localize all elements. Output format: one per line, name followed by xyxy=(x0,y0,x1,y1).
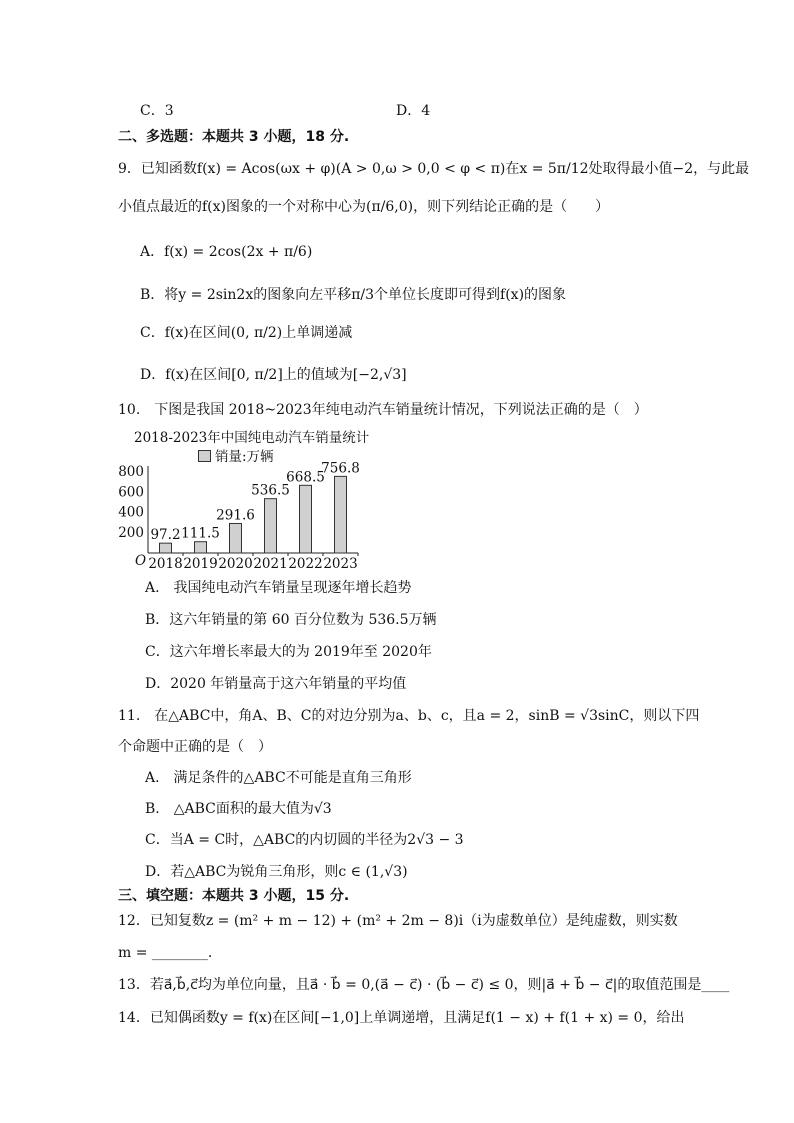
data-label-2023: 756.8 xyxy=(321,460,360,477)
q11-option-c: C．当A = C时，△ABC的内切圆的半径为2√3 − 3 xyxy=(145,832,464,848)
bar-2019 xyxy=(195,542,207,553)
legend-label: 销量:万辆 xyxy=(215,449,274,465)
x-tick-label: 2019 xyxy=(183,556,218,572)
x-tick-label: 2020 xyxy=(218,556,253,572)
data-label-2018: 97.2 xyxy=(150,527,181,544)
chart-title: 2018-2023年中国纯电动汽车销量统计 xyxy=(134,430,370,446)
data-label-2022: 668.5 xyxy=(286,469,325,486)
q11-option-b: B. △ABC面积的最大值为√3 xyxy=(145,801,332,817)
q12-stem-line2: m = ________. xyxy=(118,945,213,961)
q9-option-d: D．f(x)在区间[0, π/2]上的值域为[−2,√3] xyxy=(140,367,407,383)
q9-stem-line2: 小值点最近的f(x)图象的一个对称中心为(π/6,0)，则下列结论正确的是（ ） xyxy=(118,199,610,215)
q9-option-a: A．f(x) = 2cos(2x + π/6) xyxy=(140,244,313,260)
y-tick-label: 600 xyxy=(118,484,144,501)
section-2-heading: 二、多选题：本题共 3 小题，18 分. xyxy=(118,129,350,145)
q11-stem-line1: 11. 在△ABC中，角A、B、C的对边分别为a、b、c，且a = 2，sinB = √3sinC，则以下四 xyxy=(118,708,700,724)
q10-option-d: D．2020 年销量高于这六年销量的平均值 xyxy=(145,676,407,692)
q13-stem: 13．若a⃗,b⃗,c⃗均为单位向量，且a⃗ · b⃗ = 0,(a⃗ − c⃗) · (b⃗ − c⃗) ≤ 0，则|a⃗ + b⃗ − c⃗|的取值范围是____ xyxy=(118,977,730,993)
origin-label: O xyxy=(135,553,147,569)
q9-stem-line1: 9．已知函数f(x) = Acos(ωx + φ)(A > 0,ω > 0,0 < φ < π)在x = 5π/12处取得最小值−2，与此最 xyxy=(118,161,750,177)
q8-option-d: D．4 xyxy=(396,103,431,119)
data-label-2020: 291.6 xyxy=(216,507,255,524)
chart-legend xyxy=(198,445,274,465)
bar-2023 xyxy=(335,476,347,553)
q10-option-b: B．这六年销量的第 60 百分位数为 536.5万辆 xyxy=(145,612,437,628)
y-tick-label: 200 xyxy=(118,524,144,541)
x-tick-label: 2022 xyxy=(288,556,323,572)
y-tick-label: 400 xyxy=(118,504,144,521)
q9-option-b: B．将y = 2sin2x的图象向左平移π/3个单位长度即可得到f(x)的图象 xyxy=(140,287,567,303)
data-label-2019: 111.5 xyxy=(181,525,220,542)
bar-2018 xyxy=(160,543,172,553)
q10-option-a: A. 我国纯电动汽车销量呈现逐年增长趋势 xyxy=(145,580,412,596)
q14-stem: 14．已知偶函数y = f(x)在区间[−1,0]上单调递增，且满足f(1 − x) + f(1 + x) = 0，给出 xyxy=(118,1010,685,1026)
section-3-heading: 三、填空题：本题共 3 小题，15 分. xyxy=(118,888,350,904)
data-label-2021: 536.5 xyxy=(251,482,290,499)
q8-option-c: C．3 xyxy=(140,103,174,119)
q9-option-c: C．f(x)在区间(0, π/2)上单调递减 xyxy=(140,325,353,341)
legend-swatch xyxy=(198,450,211,462)
bar-2022 xyxy=(300,485,312,553)
y-tick-label: 800 xyxy=(118,464,144,480)
q10-option-c: C．这六年增长率最大的为 2019年至 2020年 xyxy=(145,644,432,660)
q11-stem-line2: 个命题中正确的是（ ） xyxy=(118,739,272,755)
q12-stem-line1: 12．已知复数z = (m² + m − 12) + (m² + 2m − 8)i（i为虚数单位）是纯虚数，则实数 xyxy=(118,913,678,929)
x-tick-label: 2023 xyxy=(323,556,358,572)
q11-option-a: A. 满足条件的△ABC不可能是直角三角形 xyxy=(145,770,412,786)
bar-2020 xyxy=(230,523,242,553)
x-tick-label: 2021 xyxy=(253,556,288,572)
x-tick-label: 2018 xyxy=(148,556,183,572)
q11-option-d: D．若△ABC为锐角三角形，则c ∈ (1,√3) xyxy=(145,864,408,880)
q10-stem: 10. 下图是我国 2018~2023年纯电动汽车销量统计情况，下列说法正确的是（ ） xyxy=(118,402,648,418)
bar-2021 xyxy=(265,499,277,553)
